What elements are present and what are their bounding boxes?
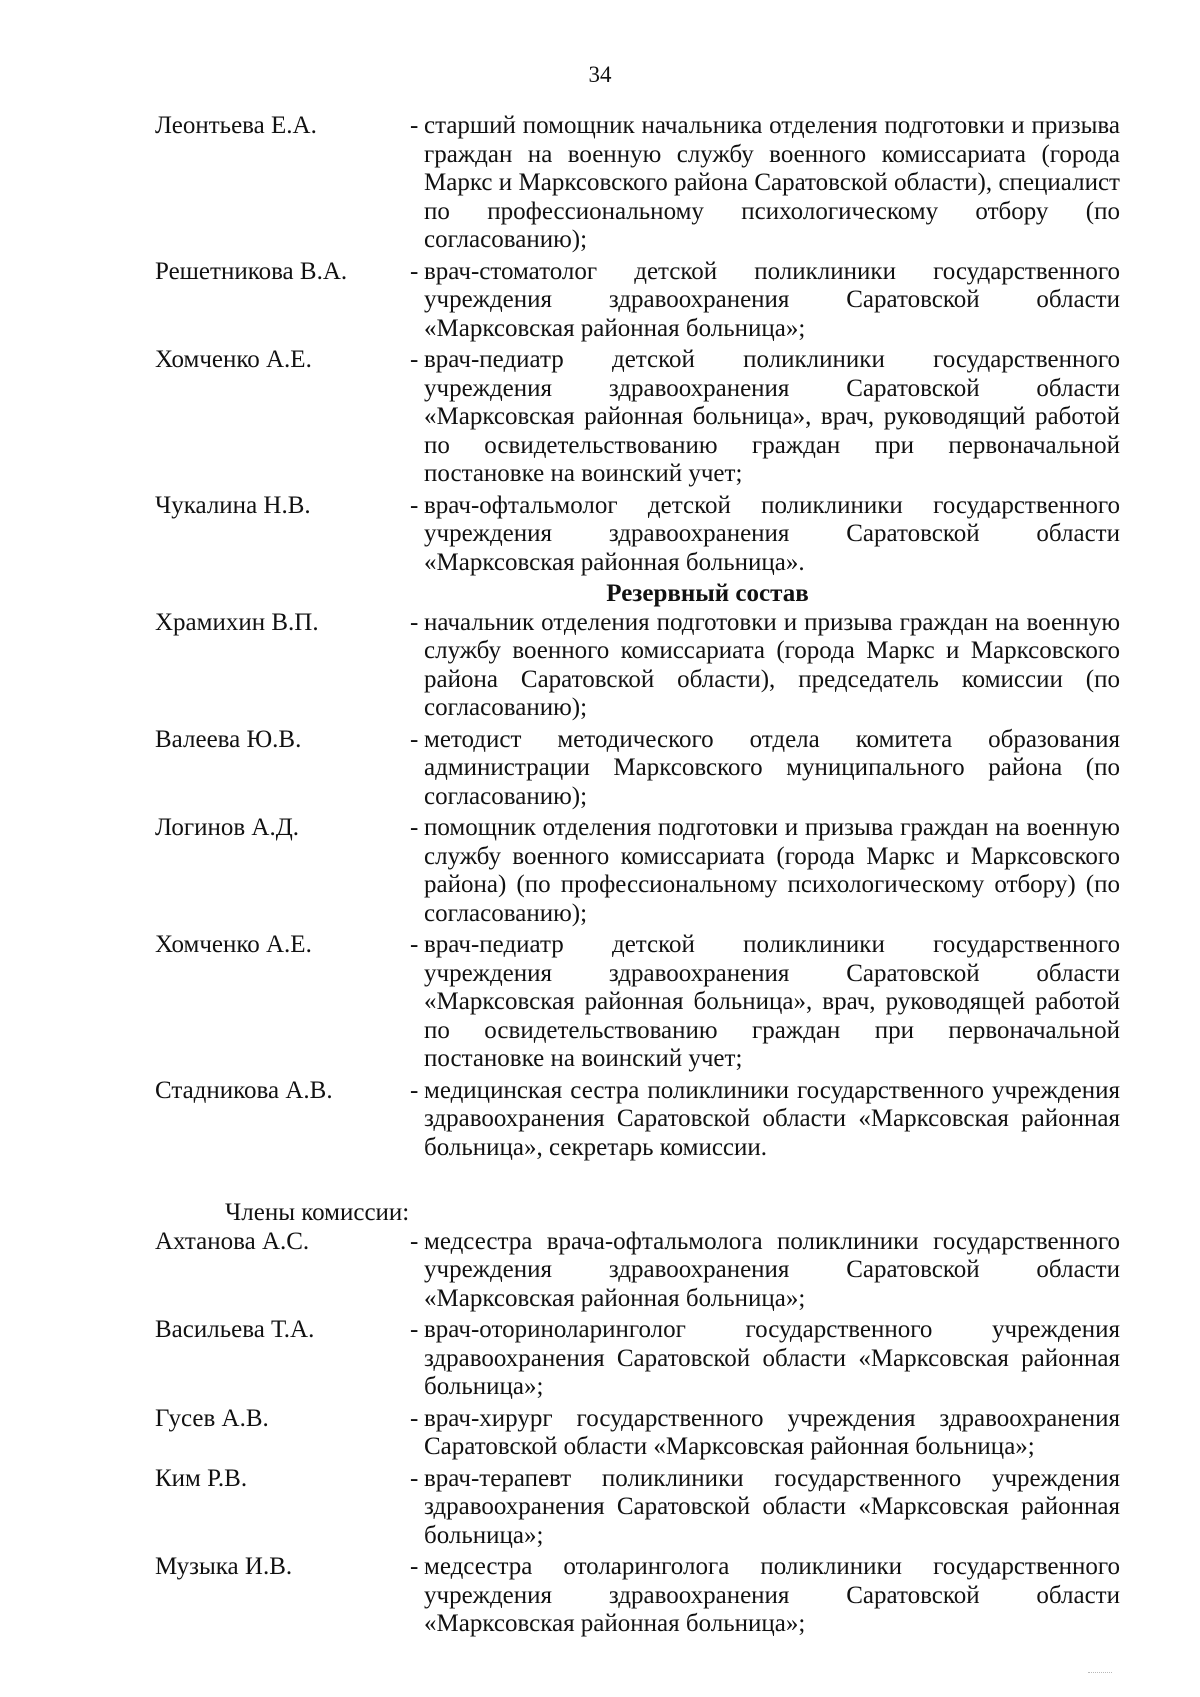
entry-dash: - [410,346,419,373]
members-list [155,1228,1120,1639]
member-position: врач-педиатр детской поликлиники государственного учреждения здравоохранения Саратовской области «Марксовская районная больница», врач, руководящей работой по освидетельствованию граждан при первоначальной постановке на воинский учет; [424,931,1120,1072]
member-name: Валеева Ю.В. [155,725,302,753]
member-name: Леонтьева Е.А. [155,112,317,139]
member-name: Ахтанова А.С. [155,1227,310,1255]
reserve-member-entry [155,609,1120,723]
members-section-label: Члены комиссии: [225,1199,410,1226]
member-name: Музыка И.В. [155,1553,293,1580]
commission-member-entry [155,112,1120,255]
commission-member-entry [155,1228,1120,1314]
entry-dash: - [410,491,419,519]
commission-member-entry [155,1316,1120,1402]
member-position: врач-оториноларинголог государственного учреждения здравоохранения Саратовской области «Марксовская районная больница»; [424,1316,1120,1400]
document-body [155,112,1120,1642]
member-position: помощник отделения подготовки и призыва граждан на военную службу военного комиссариата (города Маркс и Марксовского района) (по профессиональному психологическому отбору) (по согласованию); [424,814,1120,927]
commission-member-entry [155,258,1120,344]
entry-dash: - [410,112,419,139]
member-position: начальник отделения подготовки и призыва граждан на военную службу военного комиссариата (города Маркс и Марксовского района Саратовской области), председатель комиссии (по согласованию); [424,608,1120,721]
commission-member-entry [155,346,1120,489]
entry-dash: - [410,1076,419,1104]
member-position: медсестра врача-офтальмолога поликлиники государственного учреждения здравоохранения Саратовской области «Марксовская районная больница»; [424,1227,1120,1312]
reserve-member-entry [155,1077,1120,1163]
member-name: Стадникова А.В. [155,1076,333,1104]
member-name: Ким Р.В. [155,1464,248,1492]
commission-member-entry [155,1465,1120,1551]
entry-dash: - [410,1316,419,1343]
member-position: врач-стоматолог детской поликлиники государственного учреждения здравоохранения Саратовской области «Марксовская районная больница»; [424,257,1120,342]
member-name: Чукалина Н.В. [155,491,311,519]
member-name: Решетникова В.А. [155,257,348,285]
commission-member-entry [155,492,1120,578]
member-position: медицинская сестра поликлиники государственного учреждения здравоохранения Саратовской области «Марксовская районная больница», секретарь комиссии. [424,1076,1120,1161]
page-number: 34 [588,62,612,87]
reserve-member-entry [155,726,1120,812]
entry-dash: - [410,814,419,841]
commission-member-entry [155,1405,1120,1462]
main-composition-list [155,112,1120,577]
member-position: старший помощник начальника отделения подготовки и призыва граждан на военную службу военного комиссариата (города Маркс и Марксовского района Саратовской области), специалист по профессиональному психологическому отбору (по согласованию); [424,112,1120,253]
member-name: Логинов А.Д. [155,814,300,841]
entry-dash: - [410,725,419,753]
commission-member-entry [155,1553,1120,1639]
scan-artifact [1088,1672,1112,1675]
member-position: медсестра отоларинголога поликлиники государственного учреждения здравоохранения Саратовской области «Марксовская районная больница»; [424,1553,1120,1637]
member-name: Васильева Т.А. [155,1316,315,1343]
member-position: методист методического отдела комитета образования администрации Марксовского муниципального района (по согласованию); [424,725,1120,810]
reserve-section-heading: Резервный состав [606,580,809,607]
member-position: врач-хирург государственного учреждения здравоохранения Саратовской области «Марксовская районная больница»; [424,1404,1120,1460]
entry-dash: - [410,931,419,958]
member-position: врач-педиатр детской поликлиники государственного учреждения здравоохранения Саратовской области «Марксовская районная больница», врач, руководящий работой по освидетельствованию граждан при первоначальной постановке на воинский учет; [424,346,1120,487]
member-position: врач-офтальмолог детской поликлиники государственного учреждения здравоохранения Саратовской области «Марксовская районная больница». [424,491,1120,576]
member-position: врач-терапевт поликлиники государственного учреждения здравоохранения Саратовской области «Марксовская районная больница»; [424,1464,1120,1549]
entry-dash: - [410,1464,419,1492]
member-name: Хомченко А.Е. [155,346,312,373]
member-name: Гусев А.В. [155,1404,269,1432]
member-name: Хомченко А.Е. [155,931,312,958]
member-name: Храмихин В.П. [155,608,319,636]
entry-dash: - [410,1553,419,1580]
entry-dash: - [410,1227,419,1255]
reserve-member-entry [155,931,1120,1074]
reserve-member-entry [155,814,1120,928]
entry-dash: - [410,1404,419,1432]
entry-dash: - [410,257,419,285]
reserve-composition-list [155,609,1120,1163]
entry-dash: - [410,608,419,636]
